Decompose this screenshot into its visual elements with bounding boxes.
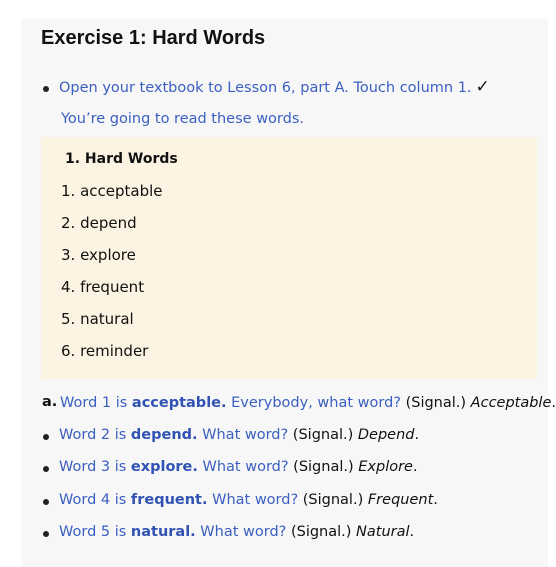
word-list-item: 6. reminder	[61, 342, 149, 360]
target-word: depend.	[130, 427, 198, 443]
signal-cue: (Signal.)	[400, 395, 471, 411]
period: .	[551, 395, 556, 411]
step-line	[60, 393, 556, 413]
bullet-dot	[43, 86, 49, 92]
target-word: explore.	[130, 459, 198, 475]
step-letter: a.	[42, 394, 58, 410]
signal-cue: (Signal.)	[298, 492, 368, 508]
checkmark-icon: ✓	[475, 77, 490, 97]
step-question: What word?	[195, 524, 287, 540]
step-text: Word 3 is	[59, 459, 131, 475]
bullet-dot	[43, 434, 49, 440]
exercise-title: Exercise 1: Hard Words	[41, 27, 266, 49]
expected-answer: Acceptable	[470, 395, 552, 411]
expected-answer: Frequent	[367, 492, 434, 508]
target-word: acceptable.	[131, 395, 227, 411]
word-list-item: 5. natural	[61, 310, 134, 328]
bullet-dot	[43, 466, 49, 472]
bullet-dot	[43, 499, 49, 505]
period: .	[409, 524, 415, 540]
step-question: Everybody, what word?	[226, 395, 401, 411]
period: .	[414, 427, 420, 443]
period: .	[433, 492, 438, 508]
word-list-title: 1. Hard Words	[65, 151, 178, 167]
step-line	[59, 457, 418, 477]
signal-cue: (Signal.)	[288, 459, 359, 475]
step-text: Word 5 is	[59, 524, 131, 540]
step-text: Word 2 is	[59, 427, 131, 443]
expected-answer: Natural	[356, 524, 410, 540]
step-text: Word 1 is	[60, 395, 132, 411]
step-line	[59, 425, 419, 445]
signal-cue: (Signal.)	[288, 427, 358, 443]
expected-answer: Depend	[357, 427, 415, 443]
bullet-dot	[43, 531, 49, 537]
target-word: frequent.	[130, 492, 208, 508]
step-question: What word?	[197, 427, 289, 443]
word-list-item: 4. frequent	[61, 278, 145, 296]
step-text: Word 4 is	[59, 492, 131, 508]
expected-answer: Explore	[358, 459, 413, 475]
step-line	[59, 522, 414, 542]
word-list-item: 2. depend	[61, 214, 137, 232]
word-list-item: 3. explore	[61, 246, 136, 264]
intro-line-1	[59, 77, 490, 98]
intro-text: Open your textbook to Lesson 6, part A. Touch column 1.	[59, 80, 472, 96]
step-line	[59, 490, 438, 510]
step-question: What word?	[207, 492, 299, 508]
step-question: What word?	[197, 459, 289, 475]
signal-cue: (Signal.)	[286, 524, 357, 540]
lesson-page	[21, 19, 556, 567]
intro-line-2: You’re going to read these words.	[61, 111, 304, 127]
word-list-item: 1. acceptable	[61, 182, 163, 200]
target-word: natural.	[130, 524, 196, 540]
word-list-box	[41, 137, 537, 379]
period: .	[412, 459, 418, 475]
